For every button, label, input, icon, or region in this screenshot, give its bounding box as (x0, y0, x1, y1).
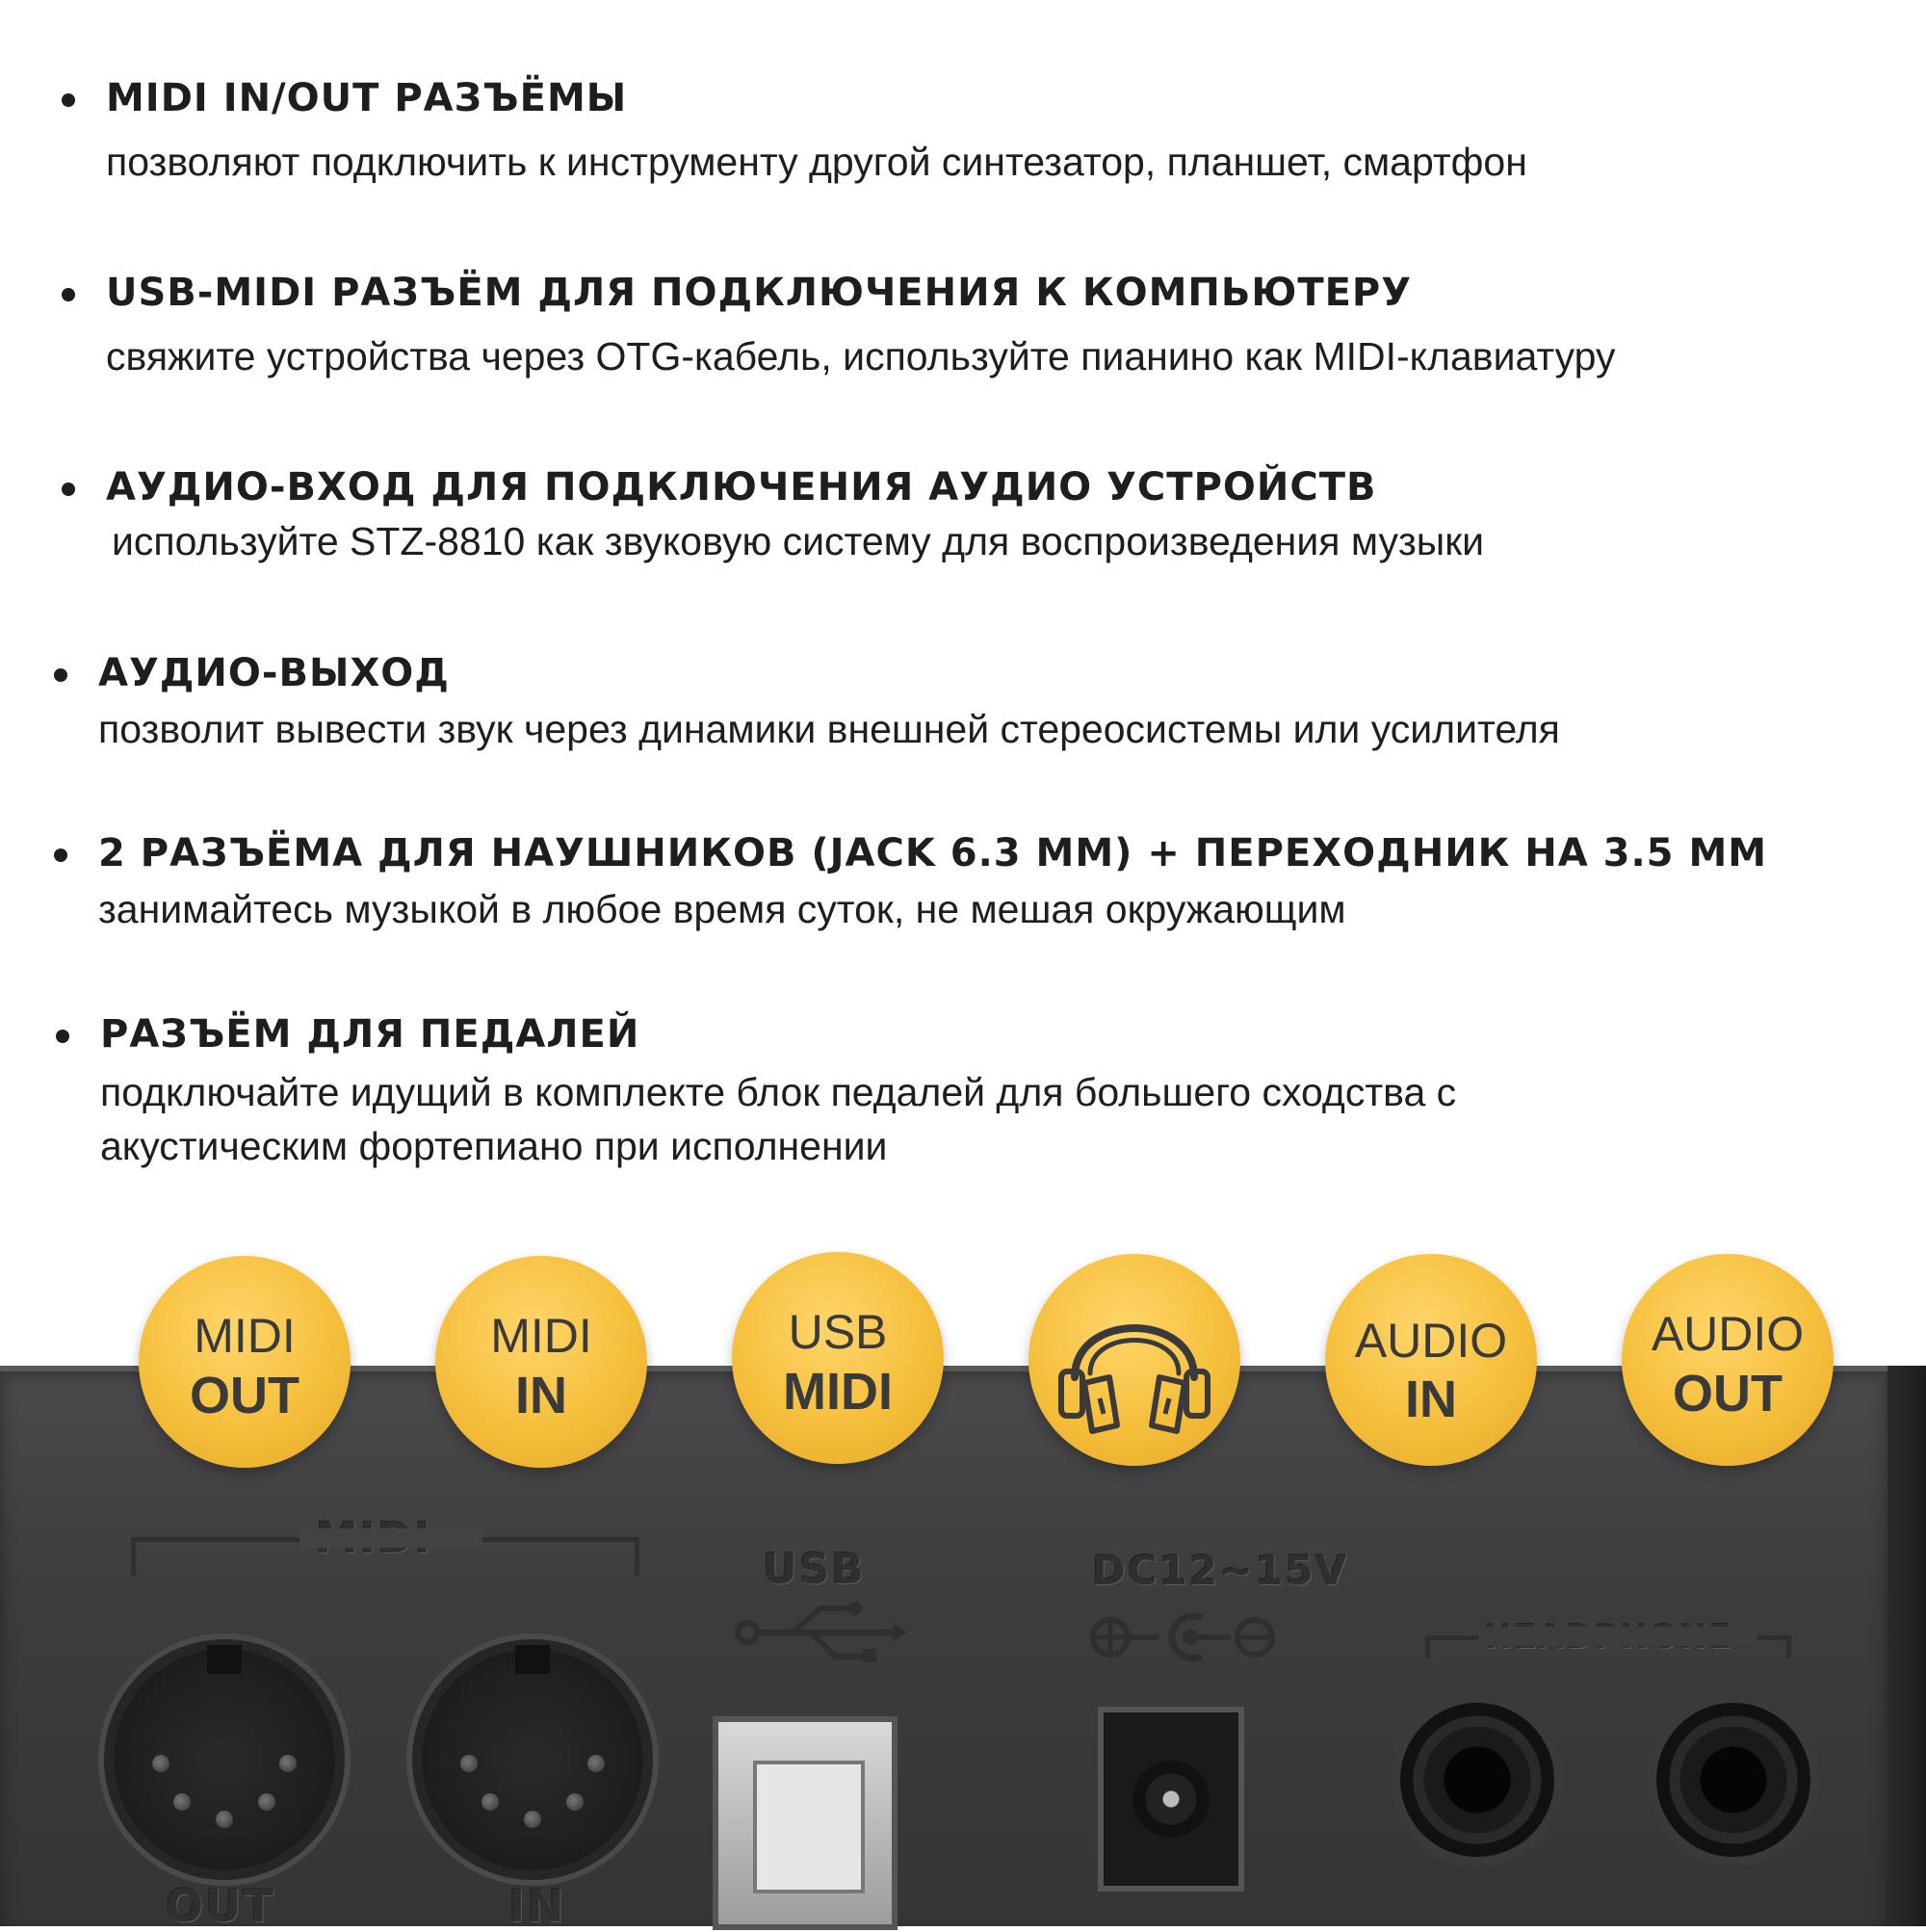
port-pin (152, 1755, 169, 1772)
midi-in-port (422, 1649, 643, 1870)
feature-title: РАЗЪЁМ ДЛЯ ПЕДАЛЕЙ (100, 1012, 640, 1057)
feature-title: MIDI IN/OUT РАЗЪЁМЫ (106, 76, 628, 120)
panel-side-edge (1887, 1366, 1926, 1926)
headphones-icon (1028, 1254, 1240, 1466)
usb-port-inner (753, 1761, 865, 1893)
port-pin (279, 1755, 297, 1772)
feature-title: АУДИО-ВХОД ДЛЯ ПОДКЛЮЧЕНИЯ АУДИО УСТРОЙСТВ (106, 465, 1377, 509)
feature-description: используйте STZ-8810 как звуковую систему для воспроизведения музыки (112, 519, 1485, 563)
headphone-bracket (1425, 1635, 1791, 1658)
port-notch (207, 1645, 242, 1674)
panel-label-in: IN (508, 1880, 566, 1932)
badge-line2: IN (515, 1367, 567, 1424)
headphone-jack-2 (1656, 1703, 1810, 1857)
port-pin (587, 1755, 605, 1772)
feature-pedals (100, 1011, 1456, 1173)
port-pin (258, 1793, 275, 1811)
badge-midi-out (139, 1256, 351, 1468)
midi-out-port (114, 1649, 335, 1870)
feature-usb-midi (106, 270, 1616, 383)
feature-headphones (98, 830, 1767, 936)
port-pin (566, 1793, 584, 1811)
port-pin (482, 1793, 499, 1811)
badge-line2: OUT (190, 1367, 299, 1424)
port-pin (460, 1755, 478, 1772)
headphone-jack-1 (1400, 1703, 1554, 1857)
feature-audio-in (106, 464, 1484, 568)
panel-label-usb: USB (763, 1545, 866, 1594)
feature-title: АУДИО-ВЫХОД (98, 651, 450, 695)
badge-audio-out (1622, 1254, 1834, 1466)
badge-line2: IN (1405, 1371, 1457, 1428)
badge-headphones (1028, 1254, 1240, 1466)
port-pin (173, 1793, 191, 1811)
bullet-icon (54, 849, 67, 862)
dc-polarity-icon (1086, 1608, 1279, 1671)
feature-title: USB-MIDI РАЗЪЁМ ДЛЯ ПОДКЛЮЧЕНИЯ К КОМПЬЮТЕРУ (106, 271, 1413, 315)
badge-line1: AUDIO (1354, 1314, 1508, 1368)
feature-title: 2 РАЗЪЁМА ДЛЯ НАУШНИКОВ (JACK 6.3 ММ) + ПЕРЕХОДНИК НА 3.5 ММ (98, 831, 1768, 875)
bullet-icon (62, 93, 75, 107)
badge-line1: USB (788, 1305, 888, 1359)
midi-bracket (131, 1537, 639, 1576)
feature-description: позволяют подключить к инструменту другой синтезатор, планшет, смартфон (106, 140, 1527, 184)
feature-audio-out (98, 650, 1560, 756)
panel-label-out: OUT (166, 1880, 275, 1932)
badge-line1: MIDI (194, 1309, 296, 1363)
bullet-icon (62, 483, 75, 496)
feature-midi-in-out (106, 75, 1527, 189)
bullet-icon (54, 668, 67, 682)
dc-power-port (1098, 1707, 1244, 1892)
badge-usb-midi (732, 1252, 944, 1464)
dc-port-hole (1132, 1761, 1210, 1838)
badge-line1: AUDIO (1651, 1307, 1805, 1361)
feature-description: занимайтесь музыкой в любое время суток, не мешая окружающим (98, 887, 1346, 931)
port-notch (515, 1645, 550, 1674)
feature-description-line2: акустическим фортепиано при исполнении (100, 1124, 888, 1168)
badge-audio-in (1325, 1254, 1537, 1466)
badge-line2: OUT (1673, 1365, 1783, 1423)
usb-symbol-icon (734, 1599, 907, 1671)
feature-description: подключайте идущий в комплекте блок педалей для большего сходства с (100, 1070, 1457, 1114)
port-pin (216, 1811, 233, 1828)
badge-midi-in (435, 1256, 647, 1468)
badge-line1: MIDI (490, 1309, 592, 1363)
port-pin (524, 1811, 541, 1828)
feature-description: свяжите устройства через OTG-кабель, используйте пианино как MIDI-клавиатуру (106, 334, 1616, 379)
badge-line2: MIDI (783, 1363, 893, 1421)
panel-label-dc: DC12~15V (1092, 1547, 1349, 1594)
feature-description: позволит вывести звук через динамики внешней стереосистемы или усилителя (98, 707, 1560, 751)
bullet-icon (62, 288, 75, 301)
usb-b-port (713, 1716, 898, 1930)
bullet-icon (56, 1030, 69, 1043)
